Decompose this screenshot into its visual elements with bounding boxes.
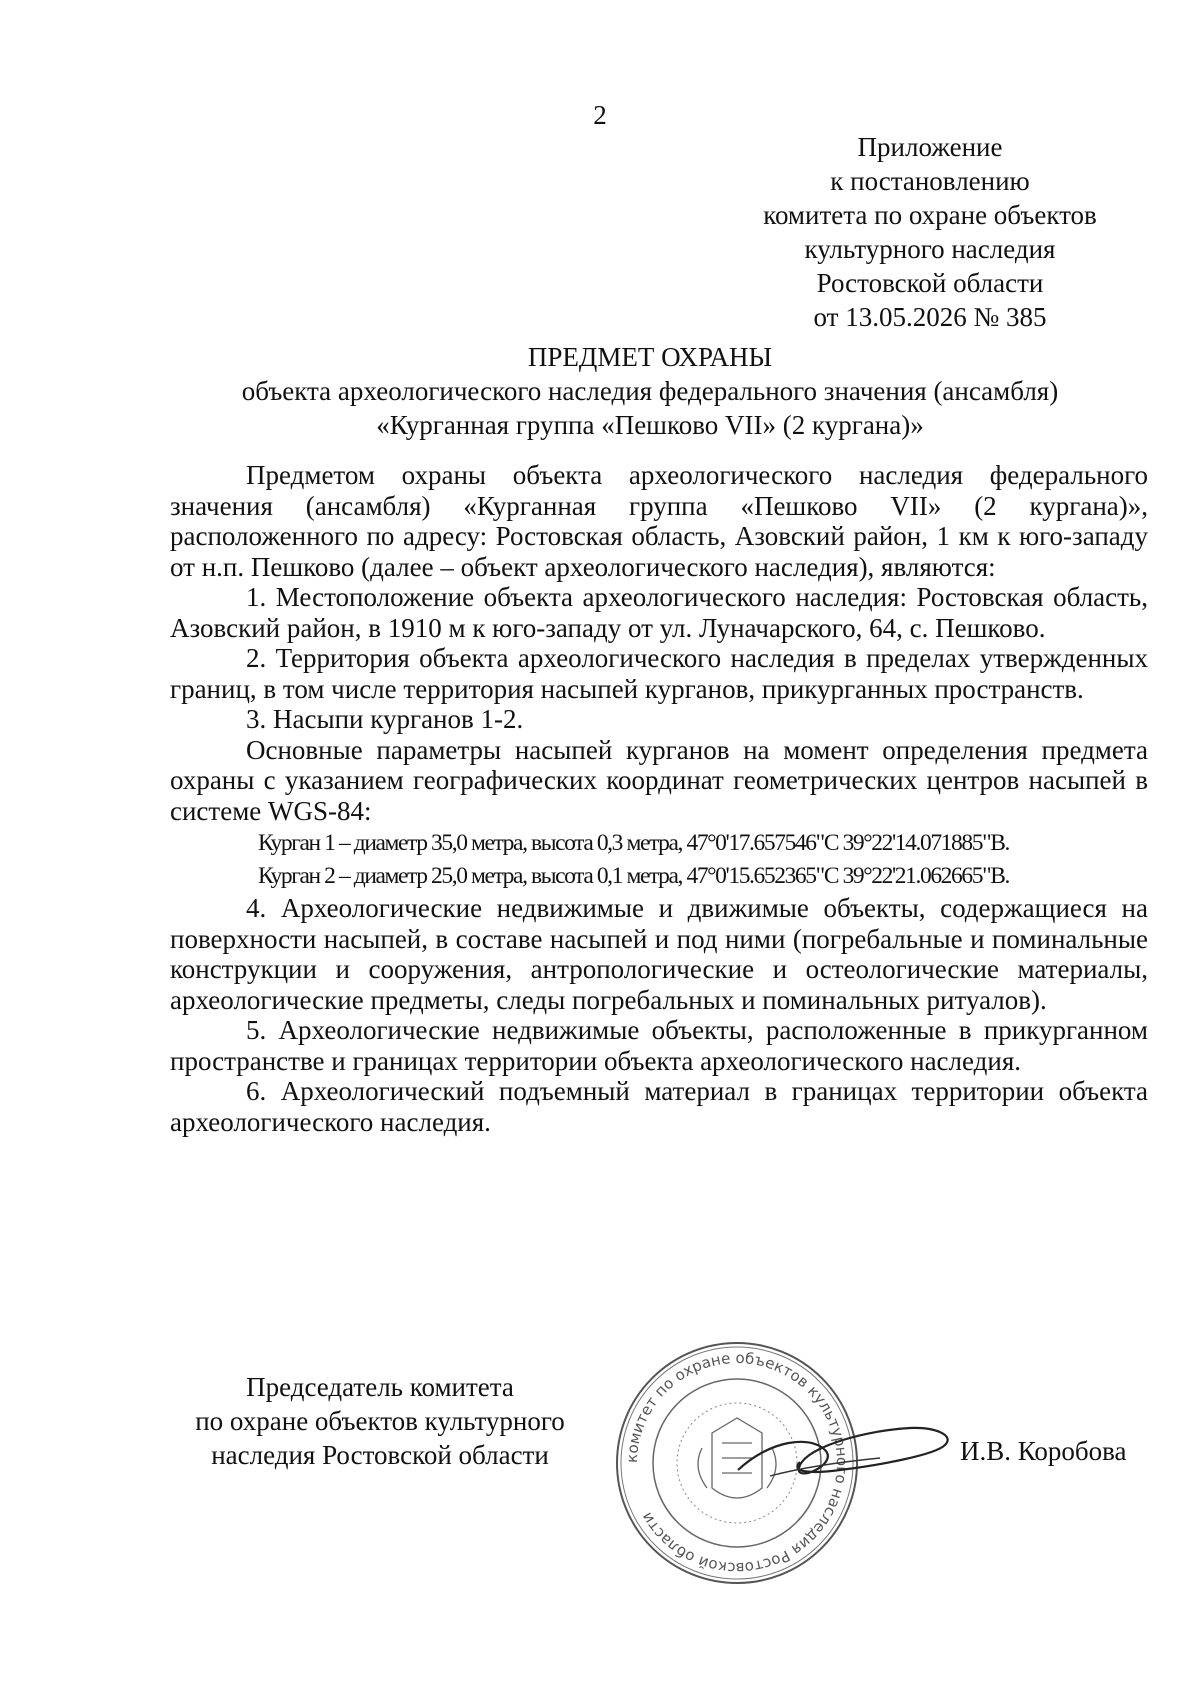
signatory-position — [150, 1370, 610, 1472]
item-location: 1. Местоположение объекта археологического наследия: Ростовская область, Азовский район, в 1910 м к юго-западу от ул. Луначарского, 64, с. Пешково. — [170, 582, 1148, 643]
document-body — [170, 460, 1148, 1137]
appendix-line: к постановлению — [830, 166, 1030, 196]
page-number: 2 — [593, 100, 607, 130]
position-line: наследия Ростовской области — [211, 1440, 549, 1470]
item-territory: 2. Территория объекта археологического наследия в пределах утвержденных границ, в том числе территория насыпей курганов, прикурганных пространств. — [170, 643, 1148, 704]
title-heading: ПРЕДМЕТ ОХРАНЫ — [527, 342, 773, 372]
appendix-line: Приложение — [857, 132, 1003, 162]
signer-name: И.В. Коробова — [960, 1436, 1127, 1466]
item-archaeological-objects: 4. Археологические недвижимые и движимые объекты, содержащиеся на поверхности насыпей, в составе насыпей и под ними (погребальные и поминальные конструкции и сооружения, антропологические и остеологические материалы, археологические предметы, следы погребальных и поминальных ритуалов). — [170, 893, 1148, 1015]
position-line: Председатель комитета — [246, 1372, 514, 1402]
kurgan-2-coordinates: Курган 2 – диаметр 25,0 метра, высота 0,1 метра, 47°0'15.652365"С 39°22'21.062665"В. — [258, 862, 1010, 889]
position-line: по охране объектов культурного — [195, 1406, 565, 1436]
item-surface-material: 6. Археологический подъемный материал в границах территории объекта археологического наследия. — [170, 1076, 1148, 1137]
item-mounds: 3. Насыпи курганов 1-2. — [246, 704, 524, 734]
intro-paragraph: Предметом охраны объекта археологического наследия федерального значения (ансамбля) «Курганная группа «Пешково VII» (2 кургана)», расположенного по адресу: Ростовская область, Азовский район, 1 км к юго-западу от н.п. Пешково (далее – объект археологического наследия), являются: — [170, 460, 1148, 582]
appendix-line: комитета по охране объектов — [763, 200, 1097, 230]
title-subtitle: «Курганная группа «Пешково VII» (2 кургана)» — [376, 410, 924, 440]
document-title — [150, 340, 1150, 442]
appendix-line: культурного наследия — [804, 234, 1056, 264]
kurgan-1-coordinates: Курган 1 – диаметр 35,0 метра, высота 0,3 метра, 47°0'17.657546"С 39°22'14.071885"В. — [258, 830, 1010, 856]
appendix-line: Ростовской области — [816, 268, 1044, 298]
title-subtitle: объекта археологического наследия федерального значения (ансамбля) — [241, 376, 1059, 406]
parameters-paragraph: Основные параметры насыпей курганов на момент определения предмета охраны с указанием географических координат геометрических центров насыпей в системе WGS-84: — [170, 734, 1148, 826]
handwritten-signature-icon — [730, 1410, 960, 1500]
item-immovable-objects: 5. Археологические недвижимые объекты, расположенные в прикурганном пространстве и границах территории объекта археологического наследия. — [170, 1015, 1148, 1076]
appendix-date-number: от 13.05.2026 № 385 — [813, 302, 1047, 332]
seal-ring-text: комитет по охране объектов культурного наследия Ростовской области — [622, 1348, 852, 1578]
appendix-header — [760, 130, 1100, 334]
